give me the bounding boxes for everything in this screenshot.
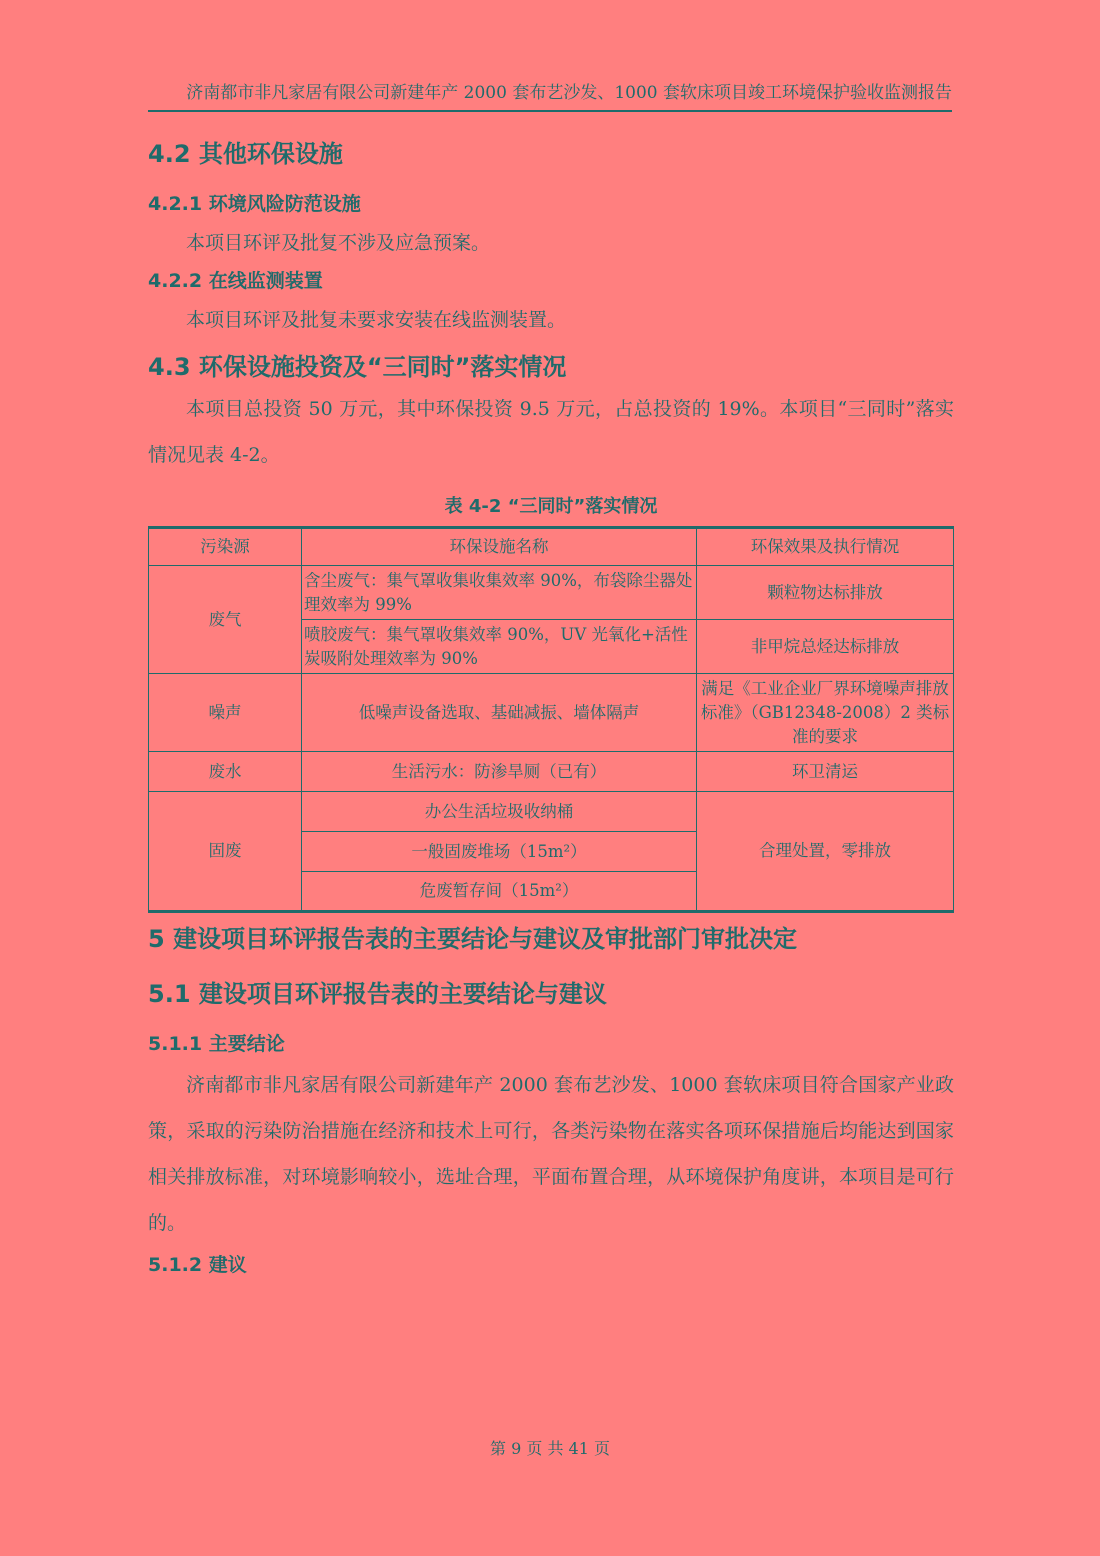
source-cell: 废水 — [149, 752, 302, 792]
facility-cell: 含尘废气：集气罩收集收集效率 90%，布袋除尘器处理效率为 99% — [302, 566, 697, 620]
facility-cell: 生活污水：防渗旱厕（已有） — [302, 752, 697, 792]
column-header: 环保设施名称 — [302, 528, 697, 566]
section-4-2-2-text: 本项目环评及批复未要求安装在线监测装置。 — [186, 309, 567, 331]
column-header: 环保效果及执行情况 — [697, 528, 954, 566]
facility-cell: 喷胶废气：集气罩收集效率 90%，UV 光氧化+活性炭吸附处理效率为 90% — [302, 620, 697, 674]
section-4-2-1-text: 本项目环评及批复不涉及应急预案。 — [186, 232, 491, 254]
page-content — [148, 130, 954, 1277]
facility-cell: 危废暂存间（15m²） — [302, 872, 697, 912]
source-cell: 噪声 — [149, 674, 302, 752]
effect-cell: 合理处置，零排放 — [697, 792, 954, 912]
effect-cell: 非甲烷总烃达标排放 — [697, 620, 954, 674]
facility-cell: 低噪声设备选取、基础减振、墙体隔声 — [302, 674, 697, 752]
section-5-1-title: 5.1 建设项目环评报告表的主要结论与建议 — [148, 980, 607, 1008]
column-header: 污染源 — [149, 528, 302, 566]
section-5-1-2-title: 5.1.2 建议 — [148, 1254, 247, 1276]
page-number: 第 9 页 共 41 页 — [490, 1439, 610, 1458]
effect-cell: 环卫清运 — [697, 752, 954, 792]
three-simultaneous-table — [148, 526, 954, 913]
section-4-3-title: 4.3 环保设施投资及“三同时”落实情况 — [148, 353, 567, 381]
section-5-title: 5 建设项目环评报告表的主要结论与建议及审批部门审批决定 — [148, 925, 798, 953]
source-cell: 废气 — [149, 566, 302, 674]
table-row — [149, 752, 954, 792]
section-4-2-2-title: 4.2.2 在线监测装置 — [148, 270, 323, 292]
table-row — [149, 674, 954, 752]
facility-cell: 一般固废堆场（15m²） — [302, 832, 697, 872]
table-caption: 表 4-2 “三同时”落实情况 — [444, 496, 658, 517]
effect-cell: 满足《工业企业厂界环境噪声排放标准》（GB12348-2008）2 类标准的要求 — [697, 674, 954, 752]
section-4-3-text: 本项目总投资 50 万元，其中环保投资 9.5 万元，占总投资的 19%。本项目“三同时”落实情况见表 4-2。 — [148, 398, 954, 466]
source-cell: 固废 — [149, 792, 302, 912]
section-5-1-1-title: 5.1.1 主要结论 — [148, 1033, 285, 1055]
facility-cell: 办公生活垃圾收纳桶 — [302, 792, 697, 832]
table-row — [149, 566, 954, 620]
table-header-row — [149, 528, 954, 566]
section-4-2-title: 4.2 其他环保设施 — [148, 140, 343, 168]
page-header: 济南都市非凡家居有限公司新建年产 2000 套布艺沙发、1000 套软床项目竣工环境保护验收监测报告 — [186, 83, 952, 103]
section-5-1-1-text: 济南都市非凡家居有限公司新建年产 2000 套布艺沙发、1000 套软床项目符合国家产业政策，采取的污染防治措施在经济和技术上可行，各类污染物在落实各项环保措施后均能达到国家相关排放标准，对环境影响较小，选址合理，平面布置合理，从环境保护角度讲，本项目是可行的。 — [148, 1074, 954, 1234]
table-row — [149, 792, 954, 832]
section-4-2-1-title: 4.2.1 环境风险防范设施 — [148, 193, 361, 215]
effect-cell: 颗粒物达标排放 — [697, 566, 954, 620]
header-divider — [148, 110, 952, 112]
